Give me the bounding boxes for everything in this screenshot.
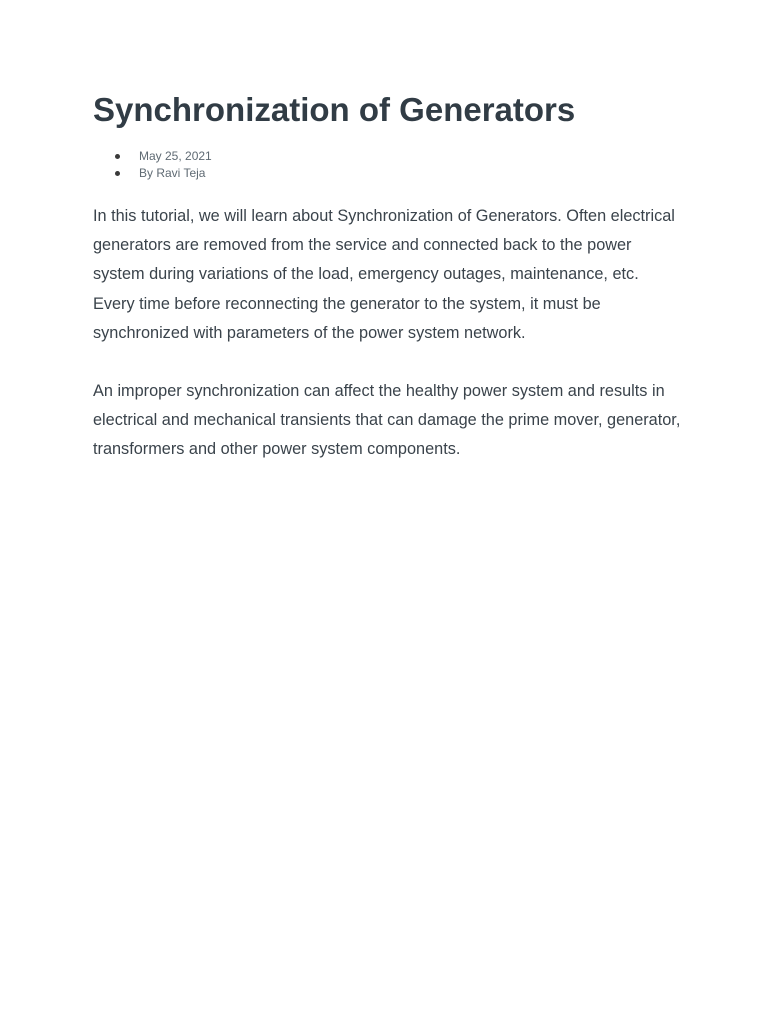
meta-date-text: May 25, 2021 (139, 149, 212, 163)
paragraph-improper-sync: An improper synchronization can affect the healthy power system and results in electrical and mechanical transients that can damage the prime mover, generator, transformers and other power system components. (93, 382, 681, 459)
paragraph-intro: In this tutorial, we will learn about Synchronization of Generators. Often electrical generators are removed from the service and connected back to the power system during variations of the load, emergency outages, maintenance, etc. Every time before reconnecting the generator to the system, it must be synchronized with parameters of the power system network. (93, 207, 675, 342)
bullet-icon (115, 171, 120, 176)
bullet-icon (115, 154, 120, 159)
meta-date (93, 148, 212, 165)
meta-author (93, 165, 212, 182)
article-meta-list (93, 148, 212, 182)
meta-author-text: By Ravi Teja (139, 166, 206, 180)
article-title: Synchronization of Generators (93, 91, 576, 128)
